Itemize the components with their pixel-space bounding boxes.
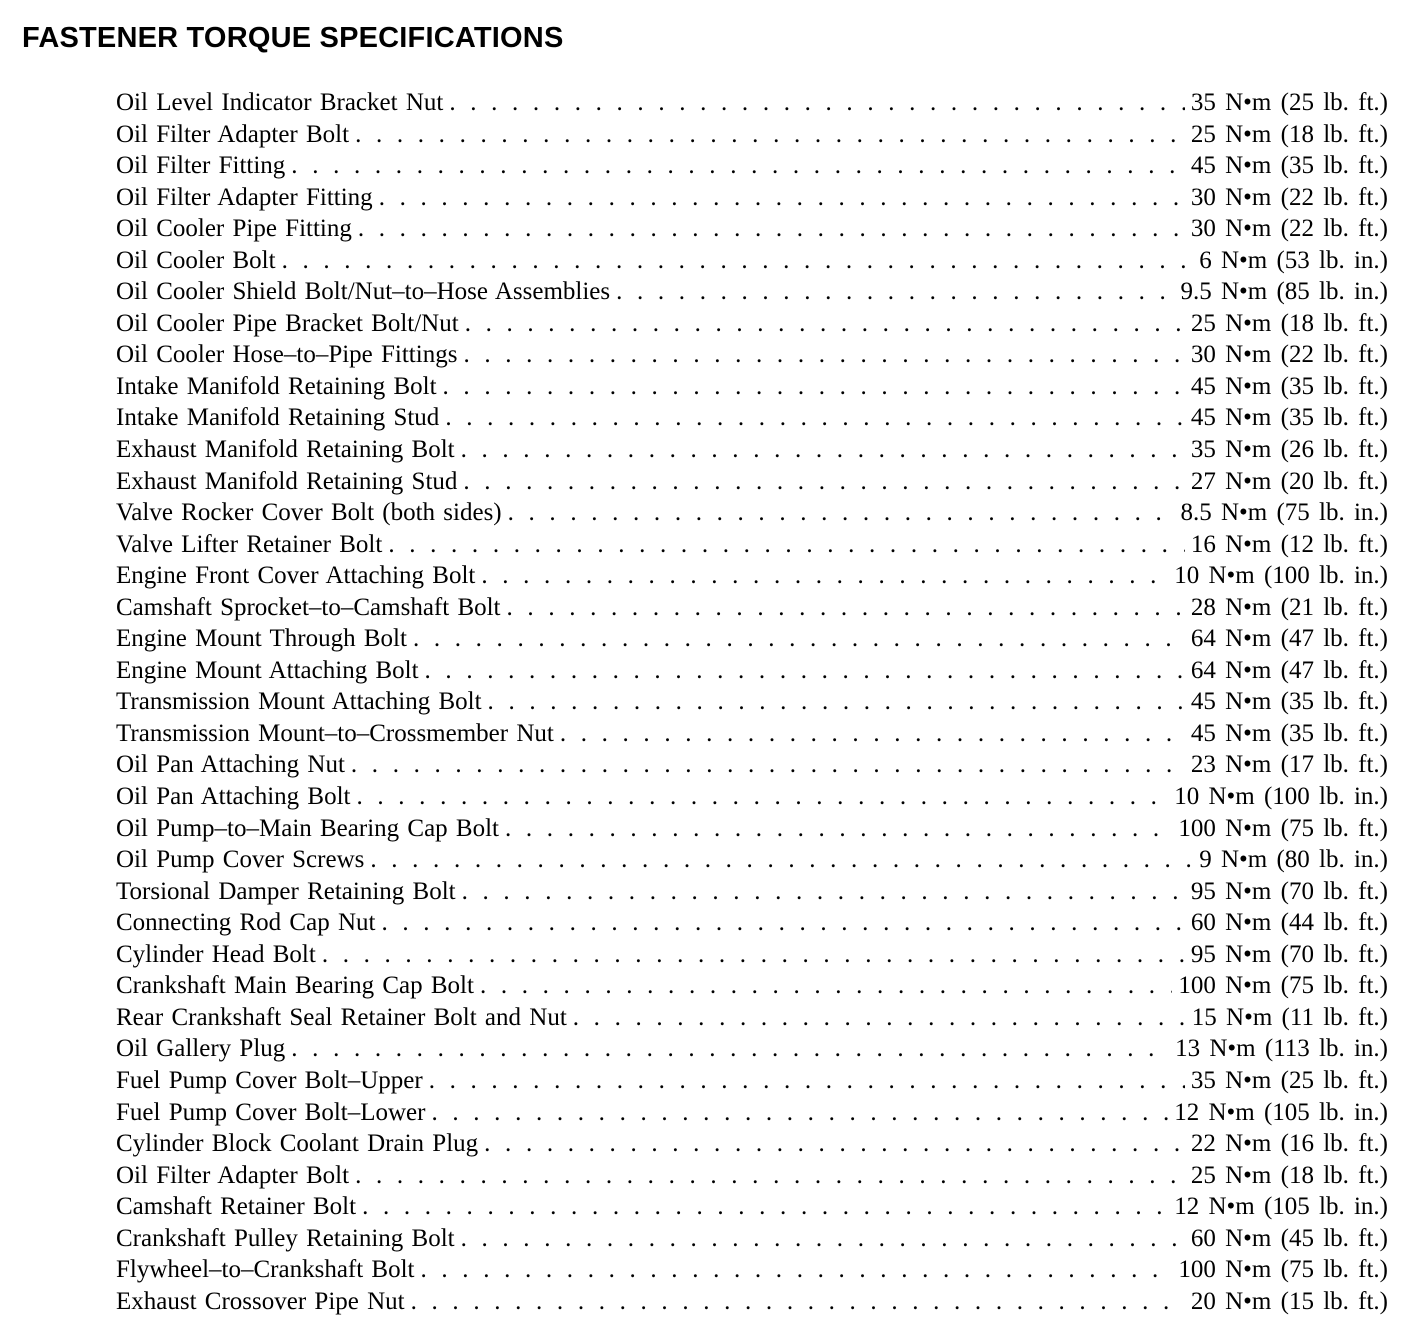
fastener-name: Flywheel–to–Crankshaft Bolt <box>116 1256 415 1284</box>
spec-row <box>116 87 1388 119</box>
spec-row <box>116 308 1388 340</box>
torque-value: 95 N•m (70 lb. ft.) <box>1190 940 1388 968</box>
dot-leader <box>481 560 1168 592</box>
dot-leader <box>381 907 1184 939</box>
torque-value: 35 N•m (25 lb. ft.) <box>1190 1066 1388 1094</box>
dot-leader <box>463 466 1184 498</box>
fastener-name: Connecting Rod Cap Nut <box>116 909 376 937</box>
spec-row <box>116 1223 1388 1255</box>
torque-value: 45 N•m (35 lb. ft.) <box>1190 404 1388 432</box>
fastener-name: Oil Cooler Shield Bolt/Nut–to–Hose Assemblies <box>116 278 611 306</box>
spec-row <box>116 213 1388 245</box>
torque-value: 15 N•m (11 lb. ft.) <box>1191 1003 1388 1031</box>
fastener-name: Oil Pan Attaching Nut <box>116 751 345 779</box>
torque-value: 30 N•m (22 lb. ft.) <box>1190 341 1388 369</box>
fastener-name: Camshaft Retainer Bolt <box>116 1193 357 1221</box>
fastener-name: Crankshaft Main Bearing Cap Bolt <box>116 972 474 1000</box>
torque-value: 20 N•m (15 lb. ft.) <box>1190 1287 1388 1315</box>
torque-value: 35 N•m (25 lb. ft.) <box>1190 89 1388 116</box>
dot-leader <box>445 402 1185 434</box>
torque-value: 6 N•m (53 lb. in.) <box>1199 246 1388 274</box>
dot-leader <box>282 245 1194 277</box>
dot-leader <box>461 434 1185 466</box>
spec-row <box>116 686 1388 718</box>
spec-row <box>116 182 1388 214</box>
dot-leader <box>507 592 1185 624</box>
fastener-name: Camshaft Sprocket–to–Camshaft Bolt <box>116 593 501 621</box>
fastener-name: Engine Front Cover Attaching Bolt <box>116 562 476 590</box>
spec-row <box>116 119 1388 151</box>
dot-leader <box>560 718 1185 750</box>
fastener-name: Oil Cooler Bolt <box>116 246 276 274</box>
dot-leader <box>356 781 1168 813</box>
fastener-name: Crankshaft Pulley Retaining Bolt <box>116 1224 455 1252</box>
fastener-name: Exhaust Crossover Pipe Nut <box>116 1287 405 1315</box>
fastener-name: Fuel Pump Cover Bolt–Lower <box>116 1098 426 1126</box>
spec-row <box>116 1097 1388 1129</box>
torque-value: 100 N•m (75 lb. ft.) <box>1178 972 1388 1000</box>
spec-row <box>116 402 1388 434</box>
torque-value: 45 N•m (35 lb. ft.) <box>1190 152 1388 180</box>
spec-row <box>116 1286 1388 1318</box>
dot-leader <box>322 939 1185 971</box>
torque-value: 30 N•m (22 lb. ft.) <box>1190 183 1388 211</box>
dot-leader <box>431 1097 1168 1129</box>
spec-row <box>116 970 1388 1002</box>
spec-row <box>116 1033 1388 1065</box>
torque-spec-list <box>116 87 1388 1317</box>
fastener-name: Transmission Mount Attaching Bolt <box>116 688 482 716</box>
torque-value: 27 N•m (20 lb. ft.) <box>1190 467 1388 495</box>
spec-row <box>116 1160 1388 1192</box>
spec-row <box>116 718 1388 750</box>
spec-row <box>116 876 1388 908</box>
dot-leader <box>370 844 1193 876</box>
dot-leader <box>463 339 1184 371</box>
fastener-name: Cylinder Block Coolant Drain Plug <box>116 1130 479 1158</box>
spec-row <box>116 1191 1388 1223</box>
fastener-name: Oil Cooler Pipe Fitting <box>116 215 352 243</box>
torque-value: 12 N•m (105 lb. in.) <box>1174 1098 1388 1126</box>
dot-leader <box>425 655 1185 687</box>
spec-row <box>116 1002 1388 1034</box>
fastener-name: Oil Filter Fitting <box>116 152 286 180</box>
fastener-name: Valve Rocker Cover Bolt (both sides) <box>116 499 502 527</box>
dot-leader <box>362 1191 1168 1223</box>
dot-leader <box>443 371 1185 403</box>
spec-row <box>116 371 1388 403</box>
torque-value: 25 N•m (18 lb. ft.) <box>1190 120 1388 148</box>
fastener-name: Oil Cooler Pipe Bracket Bolt/Nut <box>116 309 459 337</box>
torque-value: 45 N•m (35 lb. ft.) <box>1190 688 1388 716</box>
spec-row <box>116 497 1388 529</box>
torque-value: 16 N•m (12 lb. ft.) <box>1190 530 1388 558</box>
torque-value: 10 N•m (100 lb. in.) <box>1174 783 1388 811</box>
spec-row <box>116 844 1388 876</box>
dot-leader <box>505 813 1172 845</box>
dot-leader <box>355 1160 1185 1192</box>
dot-leader <box>411 1286 1185 1318</box>
spec-row <box>116 434 1388 466</box>
spec-row <box>116 592 1388 624</box>
dot-leader <box>465 308 1185 340</box>
fastener-name: Oil Pump Cover Screws <box>116 846 365 874</box>
torque-value: 9 N•m (80 lb. in.) <box>1199 846 1388 874</box>
fastener-name: Intake Manifold Retaining Bolt <box>116 372 437 400</box>
spec-row <box>116 339 1388 371</box>
fastener-name: Torsional Damper Retaining Bolt <box>116 877 456 905</box>
torque-value: 64 N•m (47 lb. ft.) <box>1190 656 1388 684</box>
spec-row <box>116 749 1388 781</box>
fastener-name: Oil Filter Adapter Bolt <box>116 120 350 148</box>
torque-value: 12 N•m (105 lb. in.) <box>1174 1193 1388 1221</box>
fastener-name: Oil Filter Adapter Fitting <box>116 183 373 211</box>
dot-leader <box>480 970 1172 1002</box>
dot-leader <box>413 623 1185 655</box>
spec-row <box>116 655 1388 687</box>
fastener-name: Valve Lifter Retainer Bolt <box>116 530 383 558</box>
spec-row <box>116 623 1388 655</box>
spec-row <box>116 466 1388 498</box>
dot-leader <box>358 213 1185 245</box>
dot-leader <box>573 1002 1186 1034</box>
dot-leader <box>429 1065 1185 1097</box>
torque-value: 8.5 N•m (75 lb. in.) <box>1180 499 1388 527</box>
spec-row <box>116 907 1388 939</box>
torque-value: 13 N•m (113 lb. in.) <box>1175 1035 1388 1063</box>
spec-row <box>116 150 1388 182</box>
fastener-name: Engine Mount Attaching Bolt <box>116 656 419 684</box>
fastener-name: Fuel Pump Cover Bolt–Upper <box>116 1066 423 1094</box>
torque-value: 100 N•m (75 lb. ft.) <box>1178 1256 1388 1284</box>
fastener-name: Cylinder Head Bolt <box>116 940 316 968</box>
dot-leader <box>616 276 1174 308</box>
spec-row <box>116 245 1388 277</box>
torque-value: 25 N•m (18 lb. ft.) <box>1190 1161 1388 1189</box>
fastener-name: Oil Filter Adapter Bolt <box>116 1161 350 1189</box>
torque-value: 45 N•m (35 lb. ft.) <box>1190 372 1388 400</box>
dot-leader <box>461 1223 1185 1255</box>
spec-row <box>116 939 1388 971</box>
dot-leader <box>508 497 1175 529</box>
dot-leader <box>462 876 1185 908</box>
dot-leader <box>449 87 1185 119</box>
dot-leader <box>291 1033 1169 1065</box>
spec-row <box>116 276 1388 308</box>
fastener-name: Rear Crankshaft Seal Retainer Bolt and Nut <box>116 1003 567 1031</box>
spec-row <box>116 1065 1388 1097</box>
torque-value: 25 N•m (18 lb. ft.) <box>1190 309 1388 337</box>
fastener-name: Oil Level Indicator Bracket Nut <box>116 89 444 116</box>
dot-leader <box>421 1254 1173 1286</box>
spec-row <box>116 529 1388 561</box>
torque-value: 95 N•m (70 lb. ft.) <box>1190 877 1388 905</box>
torque-value: 9.5 N•m (85 lb. in.) <box>1180 278 1388 306</box>
torque-value: 10 N•m (100 lb. in.) <box>1174 562 1388 590</box>
torque-value: 60 N•m (44 lb. ft.) <box>1190 909 1388 937</box>
dot-leader <box>488 686 1185 718</box>
torque-value: 35 N•m (26 lb. ft.) <box>1190 436 1388 464</box>
fastener-name: Exhaust Manifold Retaining Bolt <box>116 436 455 464</box>
dot-leader <box>291 150 1185 182</box>
spec-row <box>116 813 1388 845</box>
torque-value: 64 N•m (47 lb. ft.) <box>1190 625 1388 653</box>
dot-leader <box>484 1128 1185 1160</box>
spec-row <box>116 560 1388 592</box>
fastener-name: Oil Pan Attaching Bolt <box>116 783 351 811</box>
torque-value: 60 N•m (45 lb. ft.) <box>1190 1224 1388 1252</box>
fastener-name: Oil Gallery Plug <box>116 1035 286 1063</box>
dot-leader <box>351 749 1185 781</box>
torque-value: 22 N•m (16 lb. ft.) <box>1190 1130 1388 1158</box>
fastener-name: Oil Pump–to–Main Bearing Cap Bolt <box>116 814 499 842</box>
torque-value: 45 N•m (35 lb. ft.) <box>1190 719 1388 747</box>
torque-value: 100 N•m (75 lb. ft.) <box>1178 814 1388 842</box>
dot-leader <box>379 182 1185 214</box>
dot-leader <box>355 119 1185 151</box>
dot-leader <box>388 529 1185 561</box>
spec-row <box>116 781 1388 813</box>
fastener-name: Exhaust Manifold Retaining Stud <box>116 467 458 495</box>
fastener-name: Transmission Mount–to–Crossmember Nut <box>116 719 554 747</box>
spec-row <box>116 1128 1388 1160</box>
page-title: FASTENER TORQUE SPECIFICATIONS <box>22 22 564 54</box>
torque-value: 23 N•m (17 lb. ft.) <box>1190 751 1388 779</box>
torque-value: 28 N•m (21 lb. ft.) <box>1190 593 1388 621</box>
spec-row <box>116 1254 1388 1286</box>
fastener-name: Intake Manifold Retaining Stud <box>116 404 440 432</box>
fastener-name: Engine Mount Through Bolt <box>116 625 407 653</box>
torque-value: 30 N•m (22 lb. ft.) <box>1190 215 1388 243</box>
fastener-name: Oil Cooler Hose–to–Pipe Fittings <box>116 341 458 369</box>
